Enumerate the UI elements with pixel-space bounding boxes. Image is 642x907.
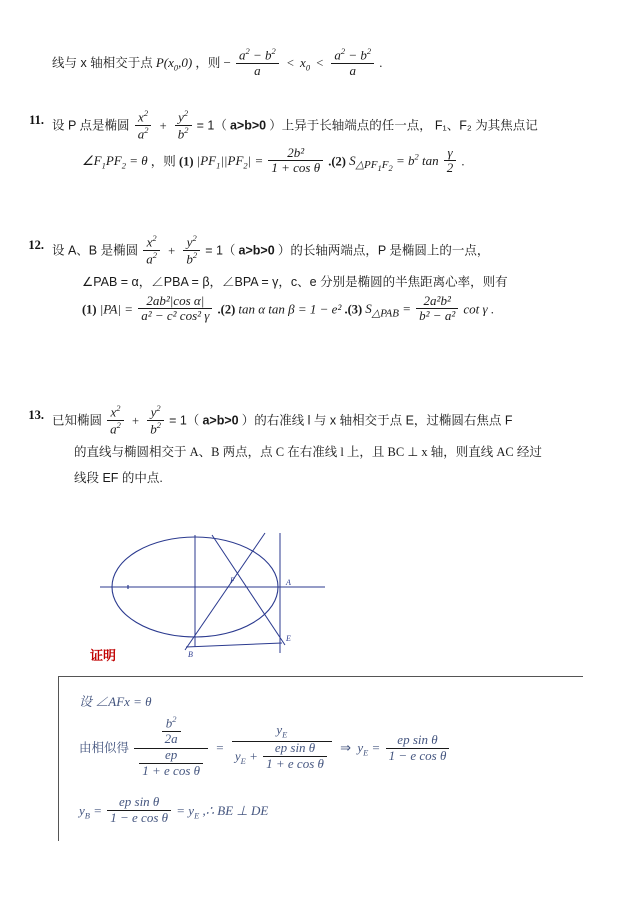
item-12-body (52, 235, 642, 326)
frac-denominator: $a^2$ (146, 250, 157, 267)
item-11-then: ，则 (150, 153, 176, 168)
frac-numerator: $a^2 - b^2$ (331, 47, 374, 64)
frac-numerator: 2ab²|cos α| (138, 294, 212, 310)
proof-line-1: 设 ∠AFx = θ (79, 694, 152, 709)
top-fragment-point: $P(x_0,0)$ (155, 54, 193, 73)
frac-numerator: ep sin θ (107, 795, 171, 811)
frac-denominator: a (349, 63, 357, 79)
item-12-condition-ab: a>b>0 (238, 243, 275, 258)
frac-a2-b2-over-a-left (236, 47, 279, 79)
item-12-condition: = 1（ (205, 243, 236, 258)
frac-denominator: b² − a² (419, 308, 456, 324)
plus-sign: + (159, 118, 167, 133)
frac-denominator: $y_E$ + $\frac{\text{ep sin θ}}{\text{1 + e cos θ}}$ (232, 742, 332, 773)
item-11-body (52, 110, 642, 182)
item-13-number: 13. (28, 408, 44, 422)
item-12-part2-label: .(2) (217, 301, 236, 316)
frac-denominator (134, 749, 208, 780)
frac-denominator: 1 + e cos θ (142, 763, 201, 779)
item-11-number: 11. (29, 113, 44, 127)
item-12-line-3 (52, 292, 642, 327)
x0-variable: $x_0$ (300, 54, 311, 73)
pf1-pf2-expr: $|PF_1||PF_2|$ = (196, 152, 264, 171)
item-11-condition-tail: ）上异于长轴端点的任一点， (269, 118, 432, 133)
frac-numerator: $y^2$ (175, 109, 192, 126)
frac-denominator: 2 (446, 160, 454, 176)
item-11-part2-label: .(2) (328, 153, 346, 168)
label-A: A (286, 578, 291, 587)
cot-gamma: cot γ (463, 300, 488, 316)
item-12-angles: ∠PAB = α，∠PBA = β，∠BPA = γ，c、e 分别是椭圆的半焦距离心率，则有 (82, 274, 508, 289)
item-13-body (52, 405, 642, 491)
frac-x2-over-a2 (107, 404, 124, 438)
frac-numerator: $y_E$ (232, 723, 332, 741)
item-12-line-2 (52, 269, 642, 295)
frac-numerator: 2a²b² (416, 294, 458, 310)
frac-numerator: $y^2$ (183, 234, 200, 251)
ellipse-figure (90, 525, 390, 665)
frac-denominator: $b^2$ (177, 125, 189, 142)
frac-yB (107, 795, 171, 826)
period: . (379, 55, 383, 70)
problem-item-13 (0, 405, 642, 491)
problem-item-12 (0, 235, 642, 326)
frac-result-yE (386, 733, 450, 764)
label-B: B (188, 650, 193, 659)
item-12-part1-label: (1) (82, 301, 97, 316)
frac-numerator: $x^2$ (135, 109, 152, 126)
item-13-line-2: 的直线与椭圆相交于 A、B 两点，点 C 在右准线 l 上，且 BC ⊥ x 轴，则直线 AC 经过 (74, 444, 542, 459)
yB-label: $y_B$ = (79, 802, 103, 821)
proof-box-inner (59, 677, 583, 844)
frac-epsin-over-1plusecos (263, 741, 327, 772)
item-13-prefix: 已知椭圆 (52, 413, 103, 428)
frac-numerator: γ (444, 146, 457, 162)
area-pab-expr: $S_{\triangle PAB}$ = (365, 300, 412, 320)
item-11-line-1 (52, 110, 642, 144)
less-than-2: < (316, 55, 324, 70)
item-12-end-period: . (490, 301, 494, 316)
frac-numerator: ep sin θ (263, 741, 327, 757)
item-13-line-1 (52, 405, 642, 439)
area-pf1f2-expr: $S_{\triangle PF_1F_2} = b^2$ tan (349, 151, 439, 174)
frac-numerator (134, 716, 208, 749)
frac-y2-over-b2 (147, 404, 164, 438)
item-11-foci: F₁、F₂ 为其焦点记 (434, 118, 538, 133)
proof-line3-tail: = $y_E$ ,∴ BE ⊥ DE (176, 802, 269, 821)
line-ac (212, 535, 285, 645)
ellipse-figure-svg (90, 525, 390, 665)
frac-2b2-over-1pluscos (268, 146, 323, 177)
item-13-line-3: 线段 EF 的中点. (74, 470, 163, 485)
item-12-number: 12. (28, 238, 44, 252)
proof-box (58, 676, 583, 841)
line-bc (186, 643, 282, 647)
frac-denominator: 1 + e cos θ (266, 755, 324, 771)
frac-numerator: 2b² (268, 146, 323, 162)
frac-numerator: $b^2$ (162, 715, 181, 732)
top-fragment-body (52, 48, 642, 81)
item-11-part1-label: (1) (178, 153, 194, 168)
frac-y2-over-b2 (183, 234, 200, 268)
top-fragment (0, 48, 642, 81)
item-13-condition-ab: a>b>0 (202, 413, 239, 428)
frac-denominator: $a^2$ (110, 420, 121, 437)
frac-big-right (232, 723, 332, 772)
frac-b2-over-2a (162, 715, 181, 747)
frac-denominator: 2a (164, 731, 178, 747)
frac-big-left (134, 716, 208, 780)
frac-area-pab (416, 294, 458, 325)
frac-denominator: 1 − e cos θ (388, 747, 447, 763)
frac-numerator: ep sin θ (386, 733, 450, 749)
frac-a2-b2-over-a-right (331, 47, 374, 79)
frac-denominator: 1 + cos θ (271, 160, 321, 176)
frac-numerator: $x^2$ (107, 404, 124, 421)
item-12-prefix: 设 A、B 是椭圆 (52, 243, 139, 258)
frac-denominator: $b^2$ (150, 420, 161, 437)
frac-numerator: $a^2 - b^2$ (236, 47, 279, 64)
frac-denominator: $b^2$ (186, 250, 198, 267)
frac-denominator: a (254, 63, 261, 79)
equals-sign-1: = (216, 740, 224, 756)
chord-ab-line (185, 533, 265, 650)
frac-numerator: ep (139, 748, 203, 764)
frac-denominator: $a^2$ (137, 125, 149, 142)
tan-alpha-beta-expr: tan α tan β = 1 − e² (238, 300, 342, 316)
top-fragment-line (52, 48, 642, 81)
item-11-condition-ab: a>b>0 (229, 118, 267, 133)
item-11-condition: = 1（ (196, 118, 227, 133)
frac-ep-over-1plusecos (139, 748, 203, 779)
proof-line-2 (79, 714, 583, 782)
minus-sign: − (223, 54, 231, 70)
item-13-condition: = 1（ (169, 413, 200, 428)
frac-gamma-over-2 (444, 146, 457, 177)
label-F: F (230, 576, 235, 585)
frac-x2-over-a2 (143, 234, 160, 268)
frac-x2-over-a2 (135, 109, 152, 143)
item-11-prefix: 设 P 点是椭圆 (52, 118, 130, 133)
top-fragment-prefix: 线与 x 轴相交于点 (52, 55, 153, 70)
frac-denominator: a² − c² cos² γ (141, 308, 210, 324)
top-fragment-then: ，则 (195, 55, 221, 70)
less-than-1: < (286, 55, 294, 70)
pa-expr: |PA| = (99, 300, 134, 316)
item-12-line-1 (52, 235, 642, 269)
problem-item-11 (0, 110, 642, 182)
item-12-part3-label: .(3) (344, 301, 363, 316)
frac-y2-over-b2 (175, 109, 192, 143)
frac-denominator: 1 − e cos θ (110, 810, 169, 826)
plus-sign: + (168, 243, 176, 258)
item-11-line-2 (52, 144, 642, 182)
proof-label: 证明 (90, 648, 117, 663)
item-12-condition-tail: ）的长轴两端点，P 是椭圆上的一点， (277, 243, 490, 258)
item-11-end-period: . (461, 153, 465, 168)
proof-line2-prefix: 由相似得 (79, 741, 130, 756)
item-13-condition-tail: ）的右准线 l 与 x 轴相交于点 E，过椭圆右焦点 F (241, 413, 513, 428)
proof-line-3 (79, 782, 583, 845)
result-yE: $y_E$ = (357, 740, 381, 758)
implies-arrow: ⇒ (340, 740, 352, 756)
label-E: E (286, 634, 291, 643)
plus-sign: + (132, 413, 140, 428)
frac-numerator: $x^2$ (143, 234, 160, 251)
angle-f1pf2: $\angle F_1PF_2 = \theta$ (82, 152, 148, 171)
frac-pa (138, 294, 212, 325)
frac-numerator: $y^2$ (147, 404, 164, 421)
